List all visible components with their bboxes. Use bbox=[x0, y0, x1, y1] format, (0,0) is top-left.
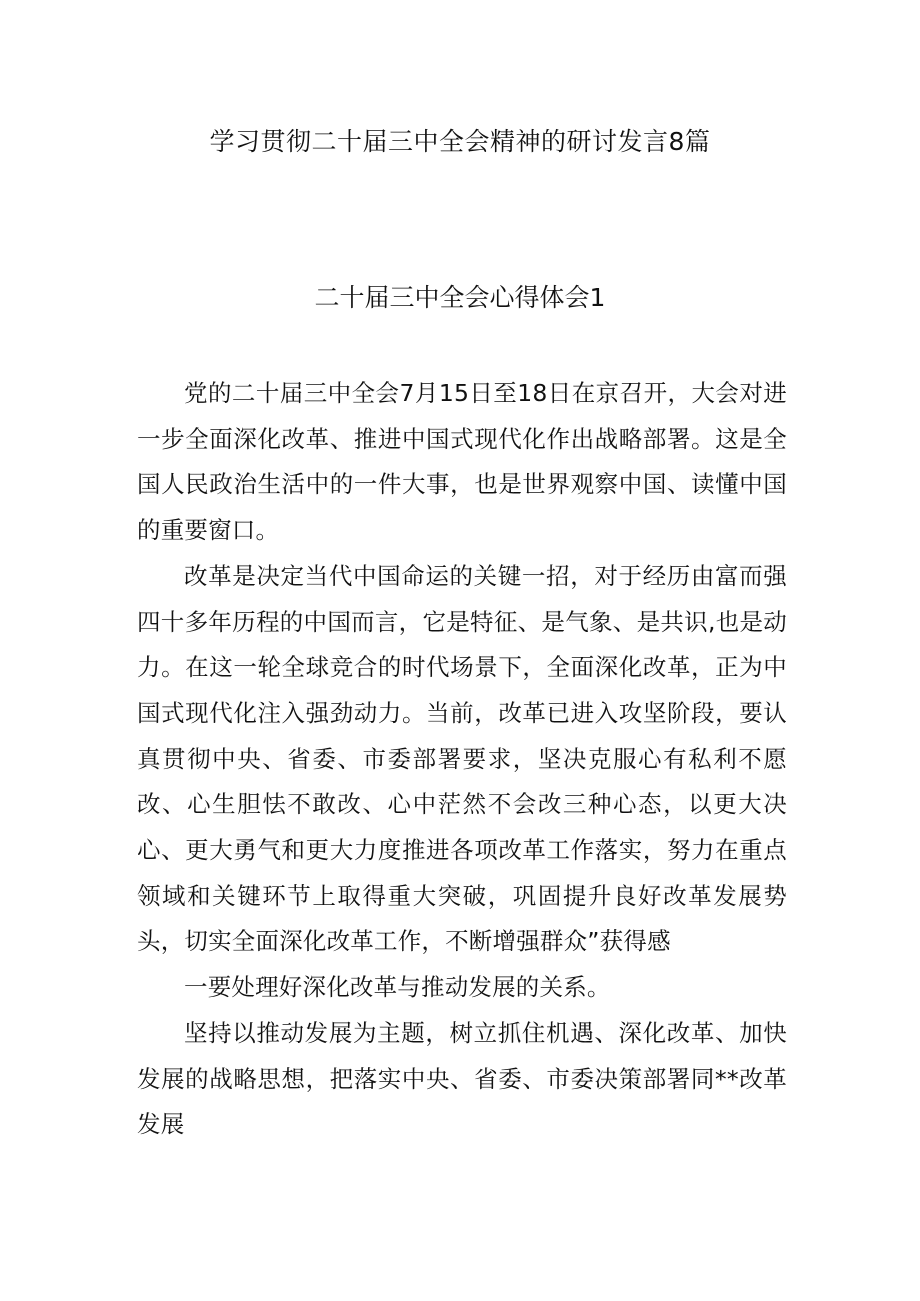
document-body bbox=[137, 371, 787, 1148]
paragraph: 一要处理好深化改革与推动发展的关系。 bbox=[184, 973, 611, 1002]
paragraph: 改革是决定当代中国命运的关键一招，对于经历由富而强四十多年历程的中国而言，它是特征、是气象、是共识,也是动力。在这一轮全球竞合的时代场景下，全面深化改革，正为中国式现代化注入强劲动力。当前，改革已进入攻坚阶段，要认真贯彻中央、省委、市委部署要求，坚决克服心有私利不愿改、心生胆怯不敢改、心中茫然不会改三种心态，以更大决心、更大勇气和更大力度推进各项改革工作落实，努力在重点领域和关键环节上取得重大突破，巩固提升良好改革发展势头，切实全面深化改革工作，不断增强群众”获得感 bbox=[137, 561, 787, 956]
paragraph: 坚持以推动发展为主题，树立抓住机遇、深化改革、加快发展的战略思想，把落实中央、省委、市委决策部署同**改革发展 bbox=[137, 1018, 787, 1139]
document-title: 学习贯彻二十届三中全会精神的研讨发言8篇 bbox=[209, 127, 711, 156]
section-title: 二十届三中全会心得体会1 bbox=[314, 283, 606, 312]
paragraph: 党的二十届三中全会7月15日至18日在京召开，大会对进一步全面深化改革、推进中国式现代化作出战略部署。这是全国人民政治生活中的一件大事，也是世界观察中国、读懂中国的重要窗口。 bbox=[137, 379, 787, 545]
